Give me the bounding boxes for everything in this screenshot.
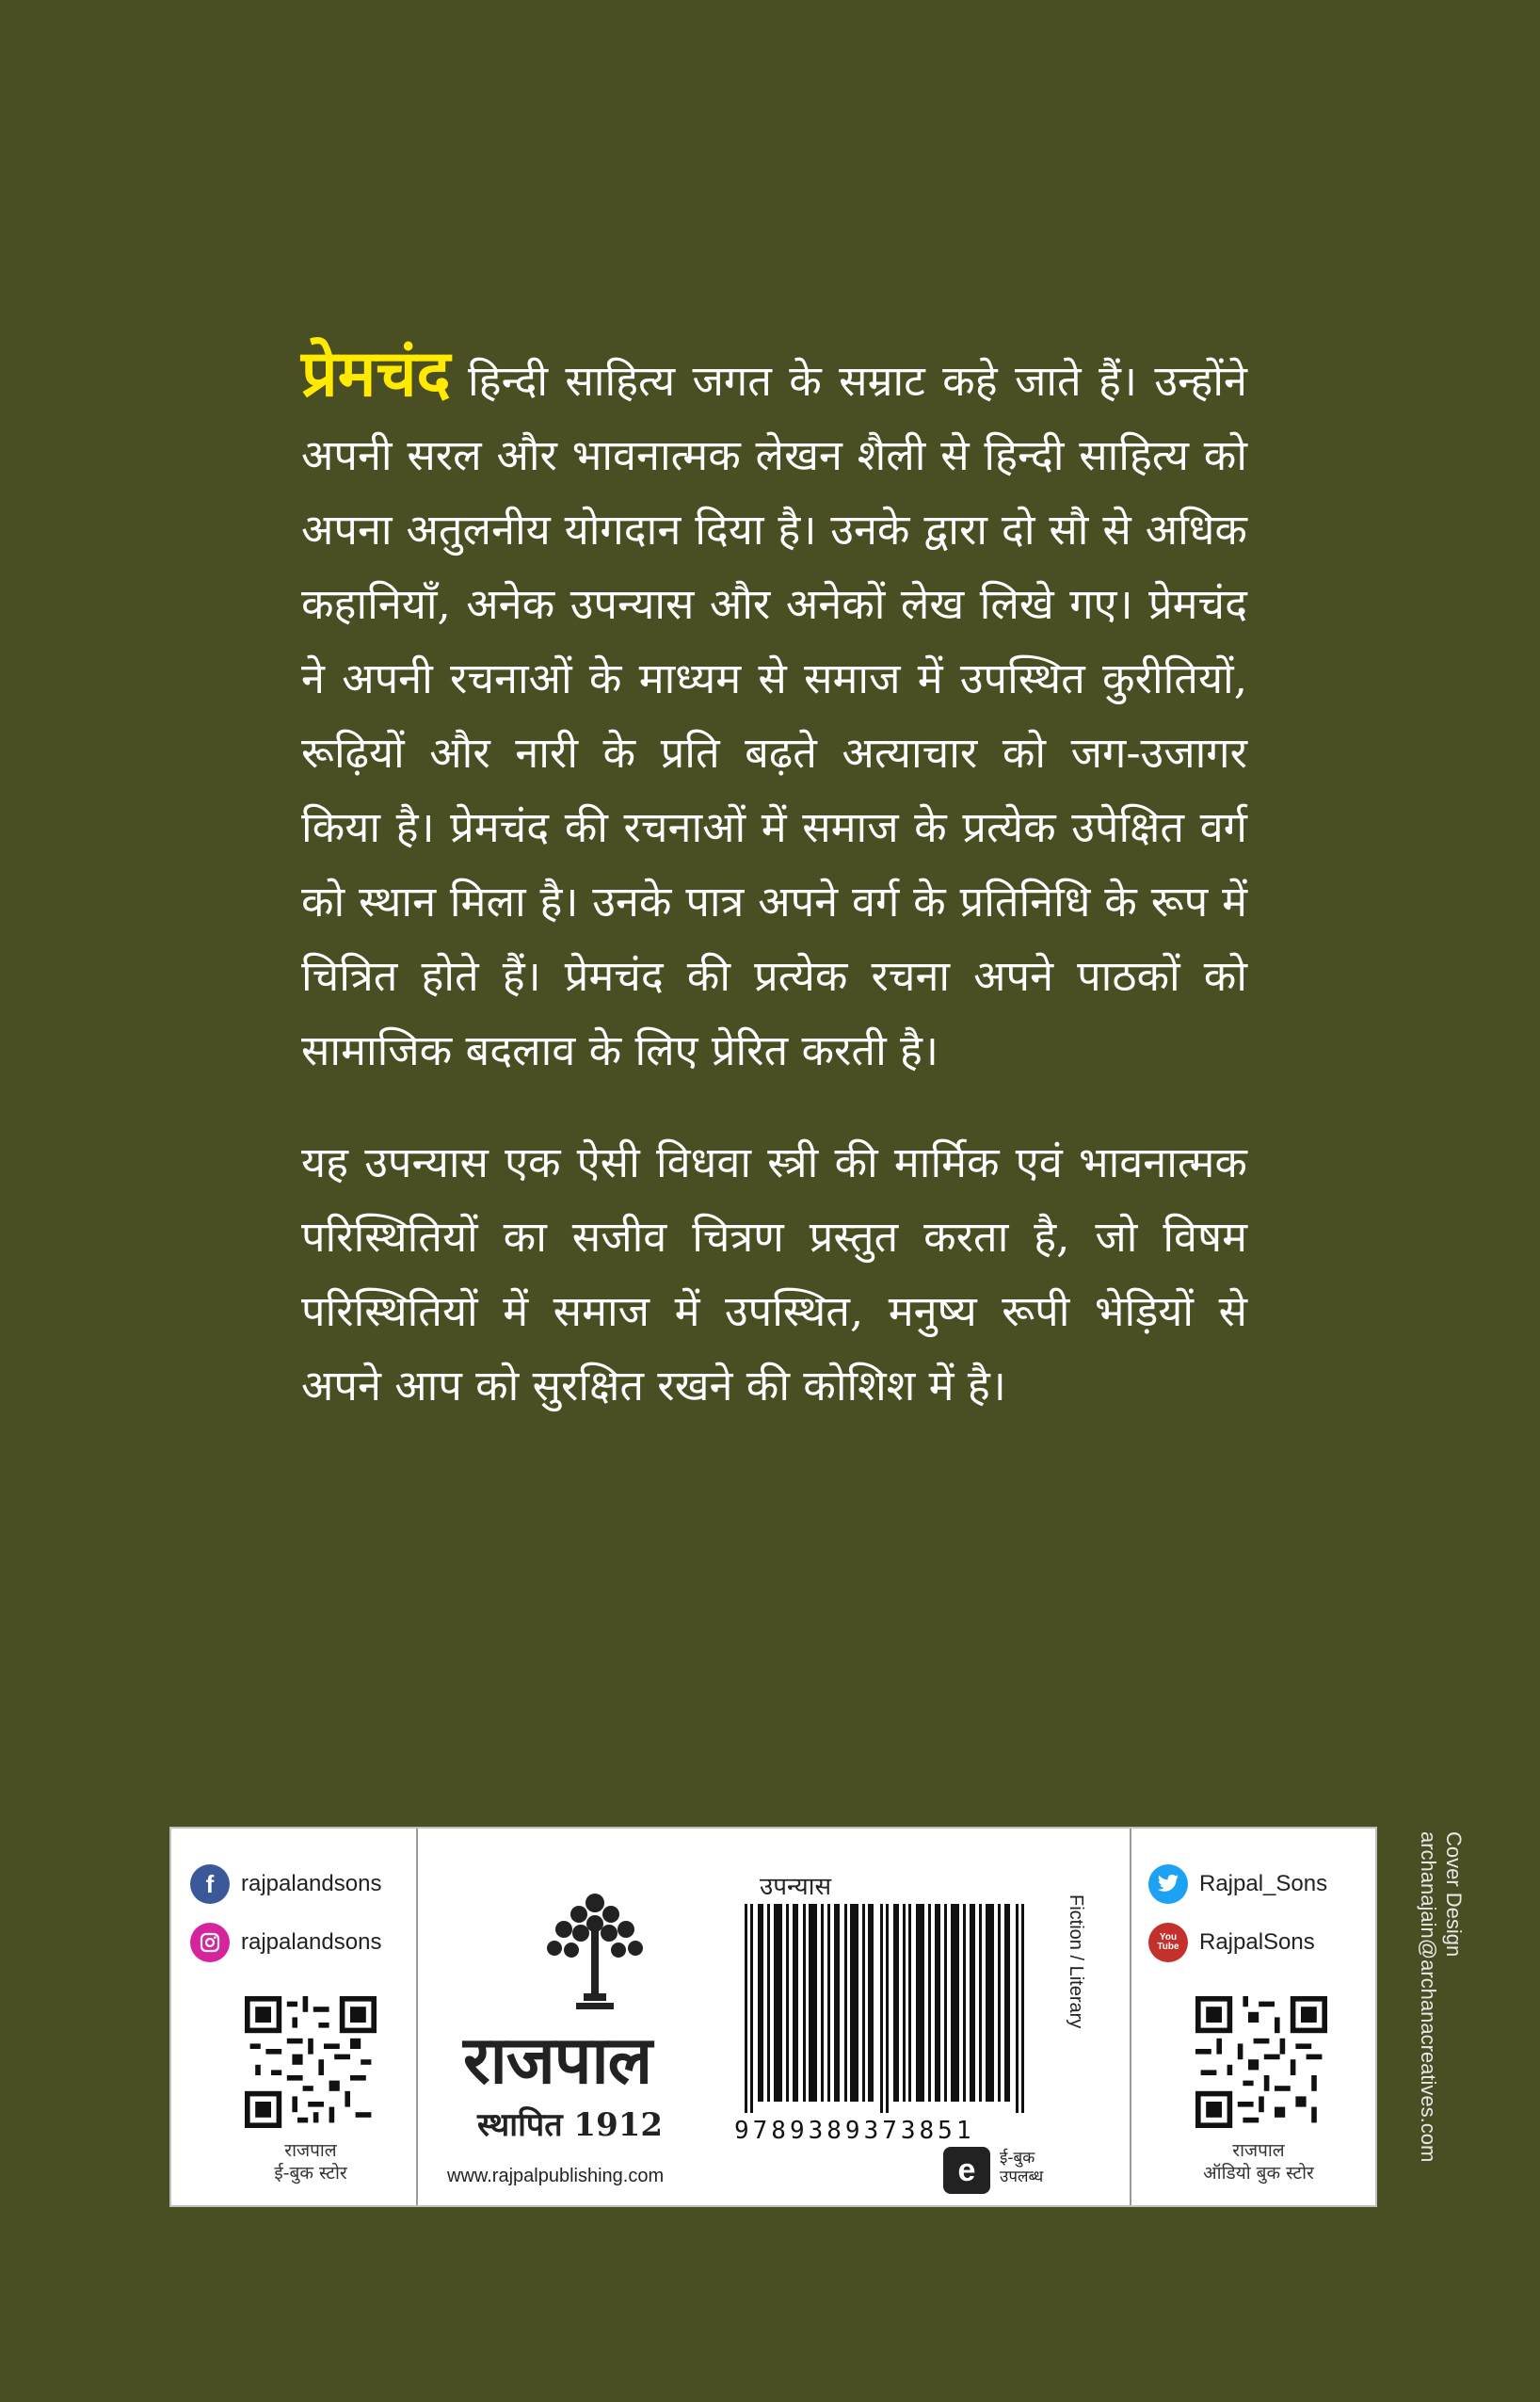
isbn-digits: 9789389373851 (734, 2117, 975, 2145)
instagram-icon (190, 1923, 230, 1962)
ebook-store-caption-line1: राजपाल (284, 2140, 337, 2161)
youtube-link[interactable] (1148, 1923, 1315, 1962)
instagram-link[interactable] (190, 1923, 381, 1962)
ebook-label-line1: ई-बुक (1000, 2149, 1035, 2168)
youtube-icon: You Tube (1148, 1923, 1188, 1962)
audiobook-store-caption (1141, 2139, 1376, 2184)
panel-divider-right (1130, 1829, 1131, 2205)
ebook-store-qr-code[interactable] (245, 1996, 377, 2128)
twitter-icon (1148, 1864, 1188, 1904)
blurb-paragraph-2: यह उपन्यास एक ऐसी विधवा स्त्री की मार्मिक एवं भावनात्मक परिस्थितियों का सजीव चित्रण प्रस्तुत करता है, जो विषम परिस्थितियों में समाज में उपस्थित, मनुष्य रूपी भेड़ियों से अपने आप को सुरक्षित रखने की कोशिश में है। (301, 1137, 1247, 1411)
tree-logo-icon (543, 1890, 647, 2022)
ebook-store-caption-line2: ई-बुक स्टोर (274, 2163, 347, 2184)
twitter-handle: Rajpal_Sons (1199, 1871, 1328, 1896)
ebook-badge-icon: e (943, 2147, 990, 2194)
ebook-label-line2: उपलब्ध (1000, 2168, 1044, 2186)
ebook-store-caption (209, 2139, 412, 2184)
website-link[interactable]: www.rajpalpublishing.com (447, 2166, 665, 2186)
cover-design-label: Cover Design (1442, 1831, 1466, 1958)
established-year: स्थापित 1912 (477, 2106, 664, 2144)
isbn-barcode (741, 1904, 1033, 2113)
audiobook-store-qr-code[interactable] (1195, 1996, 1327, 2128)
audiobook-store-caption-line1: राजपाल (1232, 2140, 1285, 2161)
facebook-icon: f (190, 1864, 230, 1904)
blurb-paragraph-1-text: हिन्दी साहित्य जगत के सम्राट कहे जाते हैं। उन्होंने अपनी सरल और भावनात्मक लेखन शैली से हिन्दी साहित्य को अपना अतुलनीय योगदान दिया है। उनके द्वारा दो सौ से अधिक कहानियाँ, अनेक उपन्यास और अनेकों लेख लिखे गए। प्रेमचंद ने अपनी रचनाओं के माध्यम से समाज में उपस्थित कुरीतियों, रूढ़ियों और नारी के प्रति बढ़ते अत्याचार को जग-उजागर किया है। प्रेमचंद की रचनाओं में समाज के प्रत्येक उपेक्षित वर्ग को स्थान मिला है। उनके पात्र अपने वर्ग के प्रतिनिधि के रूप में चित्रित होते हैं। प्रेमचंद की प्रत्येक रचना अपने पाठकों को सामाजिक बदलाव के लिए प्रेरित करती है। (301, 356, 1247, 1075)
youtube-handle: RajpalSons (1199, 1929, 1315, 1955)
panel-divider-left (416, 1829, 418, 2205)
twitter-link[interactable] (1148, 1864, 1327, 1904)
genre-english: Fiction / Literary (1066, 1894, 1086, 2029)
blurb-paragraph-1 (301, 336, 1247, 1088)
ebook-available-label (1000, 2149, 1043, 2186)
author-name: प्रेमचंद (301, 336, 451, 411)
publisher-info-panel (169, 1827, 1377, 2207)
facebook-link[interactable] (190, 1864, 381, 1904)
cover-design-email: archanajain@archanacreatives.com (1417, 1831, 1440, 2163)
instagram-handle: rajpalandsons (241, 1929, 382, 1955)
genre-hindi: उपन्यास (760, 1873, 832, 1901)
back-cover-blurb (301, 336, 1247, 1460)
audiobook-store-caption-line2: ऑडियो बुक स्टोर (1203, 2163, 1314, 2184)
publisher-logo-text: राजपाल (463, 2022, 652, 2099)
facebook-handle: rajpalandsons (241, 1871, 382, 1896)
